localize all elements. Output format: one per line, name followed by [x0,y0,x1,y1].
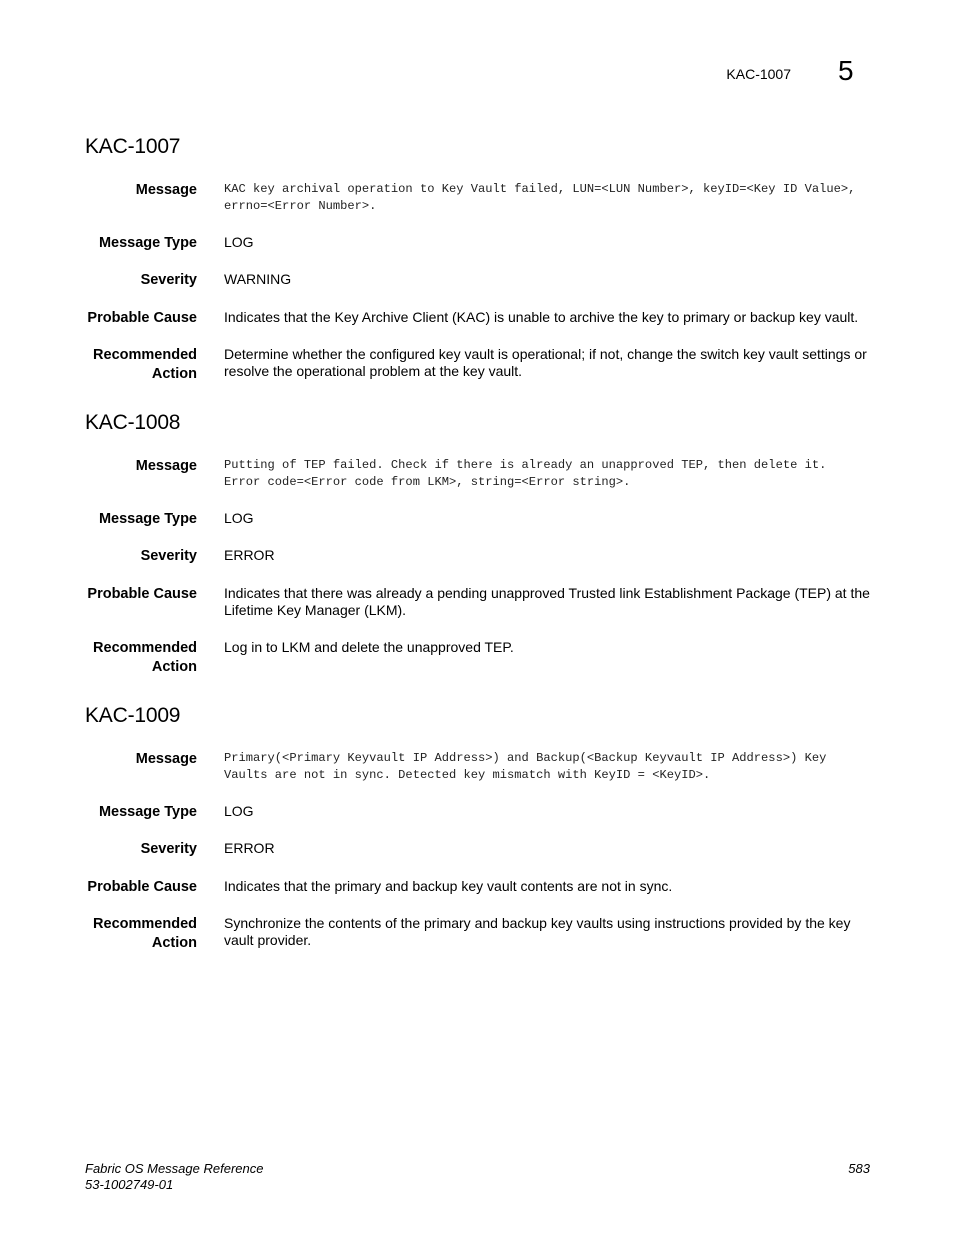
recommended-action-text: Determine whether the configured key vault is operational; if not, change the switch key vault settings or resolve the operational problem at the key vault. [224,346,867,379]
message-text: Primary(<Primary Keyvault IP Address>) and Backup(<Backup Keyvault IP Address>) Key Vaults are not in sync. Detected key mismatch with KeyID = <KeyID>. [224,751,827,782]
footer-document-number: 53-1002749-01 [85,1177,174,1192]
page-header-label: KAC-1007 [726,66,791,82]
footer-document-title: Fabric OS Message Reference [85,1161,264,1176]
severity-value: ERROR [224,840,275,856]
message-type-label: Message Type [98,511,197,527]
severity-label: Severity [140,272,197,288]
recommended-action-label [60,915,197,953]
message-text: KAC key archival operation to Key Vault failed, LUN=<LUN Number>, keyID=<Key ID Value>, errno=<Error Number>. [224,182,856,213]
recommended-label-line: Recommended [93,640,197,656]
recommended-action-label [60,346,197,384]
section-title: KAC-1009 [85,704,181,727]
probable-cause-label: Probable Cause [87,310,197,326]
probable-cause-label: Probable Cause [87,586,197,602]
recommended-action-label [60,639,197,677]
probable-cause-label: Probable Cause [87,879,197,895]
recommended-action-text: Log in to LKM and delete the unapproved TEP. [224,639,514,655]
message-type-value: LOG [224,803,254,819]
recommended-action-text: Synchronize the contents of the primary and backup key vaults using instructions provided by the key vault provider. [224,915,851,948]
message-label: Message [135,182,197,198]
section-title: KAC-1008 [85,411,181,434]
severity-value: WARNING [224,271,292,287]
probable-cause-text: Indicates that the Key Archive Client (KAC) is unable to archive the key to primary or backup key vault. [224,309,859,325]
page-header-chapter-number: 5 [838,55,854,86]
section-title: KAC-1007 [85,135,181,158]
severity-value: ERROR [224,547,275,563]
action-label-line: Action [151,935,197,951]
probable-cause-text: Indicates that the primary and backup key vault contents are not in sync. [224,878,673,894]
recommended-label-line: Recommended [93,916,197,932]
action-label-line: Action [151,659,197,675]
message-type-label: Message Type [98,804,197,820]
probable-cause-text: Indicates that there was already a pending unapproved Trusted link Establishment Package (TEP) at the Lifetime Key Manager (LKM). [224,585,870,618]
severity-label: Severity [140,841,197,857]
recommended-label-line: Recommended [93,347,197,363]
action-label-line: Action [151,366,197,382]
message-type-value: LOG [224,234,254,250]
footer-page-number: 583 [848,1161,870,1176]
message-label: Message [135,751,197,767]
message-text: Putting of TEP failed. Check if there is already an unapproved TEP, then delete it. Error code=<Error code from LKM>, string=<Error string>. [224,458,827,489]
message-label: Message [135,458,197,474]
message-type-value: LOG [224,510,254,526]
message-type-label: Message Type [98,235,197,251]
severity-label: Severity [140,548,197,564]
